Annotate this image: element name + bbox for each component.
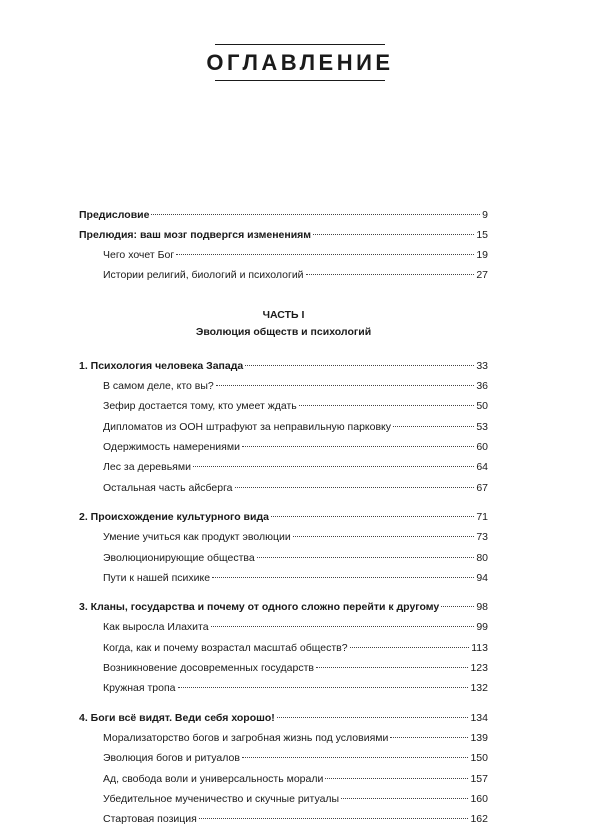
spacer bbox=[79, 341, 488, 356]
toc-section-entry[interactable] bbox=[79, 396, 488, 416]
toc-page-number: 50 bbox=[476, 400, 488, 413]
toc-page-number: 157 bbox=[470, 772, 488, 785]
dot-leader bbox=[211, 626, 475, 627]
toc-section-entry[interactable] bbox=[79, 617, 488, 637]
toc-page-number: 60 bbox=[476, 440, 488, 453]
toc-entry-title: 2. Происхождение культурного вида bbox=[79, 511, 269, 524]
toc-page-number: 36 bbox=[476, 379, 488, 392]
toc-page-number: 67 bbox=[476, 481, 488, 494]
toc-entry-title: Одержимость намерениями bbox=[103, 440, 240, 453]
dot-leader bbox=[350, 647, 470, 648]
toc-entry-title: Когда, как и почему возрастал масштаб обществ? bbox=[103, 641, 348, 654]
dot-leader bbox=[299, 405, 475, 406]
toc-entry-title: Эволюционирующие общества bbox=[103, 551, 255, 564]
toc-chapter-entry[interactable] bbox=[79, 356, 488, 376]
dot-leader bbox=[316, 667, 468, 668]
toc-section-entry[interactable] bbox=[79, 678, 488, 698]
toc-page-number: 113 bbox=[471, 641, 488, 654]
toc-page-number: 99 bbox=[476, 621, 488, 634]
dot-leader bbox=[193, 466, 474, 467]
toc-page-number: 132 bbox=[470, 682, 488, 695]
dot-leader bbox=[242, 757, 469, 758]
toc-page-number: 98 bbox=[476, 601, 488, 614]
toc-page-number: 53 bbox=[476, 420, 488, 433]
toc-chapter-entry[interactable] bbox=[79, 597, 488, 617]
dot-leader bbox=[441, 606, 474, 607]
toc-section-entry[interactable] bbox=[79, 769, 488, 789]
toc-section-entry[interactable] bbox=[79, 457, 488, 477]
toc-entry-title: Дипломатов из ООН штрафуют за неправильную парковку bbox=[103, 420, 391, 433]
dot-leader bbox=[313, 234, 474, 235]
toc-entry-title: Прелюдия: ваш мозг подвергся изменениям bbox=[79, 229, 312, 241]
toc-section-entry[interactable] bbox=[79, 789, 488, 809]
toc-section-entry[interactable] bbox=[79, 265, 488, 285]
table-of-contents bbox=[79, 205, 488, 830]
toc-section-entry[interactable] bbox=[79, 417, 488, 437]
dot-leader bbox=[178, 687, 469, 688]
toc-front-entry[interactable] bbox=[79, 205, 488, 225]
toc-entry-title: Остальная часть айсберга bbox=[103, 481, 233, 494]
toc-entry-title: 3. Кланы, государства и почему от одного сложно перейти к другому bbox=[79, 601, 440, 614]
toc-page-number: 134 bbox=[470, 711, 488, 724]
toc-entry-title: 1. Психология человека Запада bbox=[79, 359, 244, 372]
toc-section-entry[interactable] bbox=[79, 638, 488, 658]
toc-section-entry[interactable] bbox=[79, 748, 488, 768]
toc-page-number: 33 bbox=[476, 359, 488, 372]
dot-leader bbox=[277, 717, 469, 718]
toc-page-number: 150 bbox=[470, 752, 488, 765]
toc-entry-title: Ад, свобода воли и универсальность морали bbox=[103, 772, 324, 785]
dot-leader bbox=[341, 798, 468, 799]
toc-chapter-entry[interactable] bbox=[79, 507, 488, 527]
part-label: ЧАСТЬ I bbox=[262, 308, 305, 321]
toc-page-number: 160 bbox=[470, 793, 488, 806]
toc-entry-title: Зефир достается тому, кто умеет ждать bbox=[103, 400, 297, 413]
toc-entry-title: Стартовая позиция bbox=[103, 813, 197, 826]
toc-page-number: 71 bbox=[476, 511, 488, 524]
title-rule-top bbox=[215, 44, 385, 45]
toc-entry-title: Предисловие bbox=[79, 209, 150, 221]
dot-leader bbox=[325, 778, 468, 779]
toc-entry-title: Убедительное мученичество и скучные ритуалы bbox=[103, 793, 340, 806]
toc-entry-title: 4. Боги всё видят. Веди себя хорошо! bbox=[79, 711, 275, 724]
dot-leader bbox=[212, 577, 474, 578]
toc-section-entry[interactable] bbox=[79, 478, 488, 498]
toc-page-number: 64 bbox=[476, 461, 488, 474]
toc-entry-title: Эволюция богов и ритуалов bbox=[103, 752, 240, 765]
toc-page-number: 27 bbox=[476, 269, 488, 282]
toc-page-number: 80 bbox=[476, 551, 488, 564]
dot-leader bbox=[306, 274, 475, 275]
page-title: ОГЛАВЛЕНИЕ bbox=[206, 50, 394, 75]
toc-page-number: 162 bbox=[470, 813, 488, 826]
dot-leader bbox=[199, 818, 469, 819]
dot-leader bbox=[257, 557, 475, 558]
toc-section-entry[interactable] bbox=[79, 658, 488, 678]
toc-page-number: 73 bbox=[476, 531, 488, 544]
dot-leader bbox=[235, 487, 475, 488]
dot-leader bbox=[293, 536, 475, 537]
toc-section-entry[interactable] bbox=[79, 376, 488, 396]
toc-page-number: 123 bbox=[470, 662, 488, 675]
spacer bbox=[79, 498, 488, 507]
part-subtitle: Эволюция обществ и психологий bbox=[195, 325, 372, 338]
toc-entry-title: В самом деле, кто вы? bbox=[103, 379, 214, 392]
toc-section-entry[interactable] bbox=[79, 245, 488, 265]
spacer bbox=[79, 588, 488, 597]
dot-leader bbox=[393, 426, 474, 427]
toc-section-entry[interactable] bbox=[79, 437, 488, 457]
toc-entry-title: Кружная тропа bbox=[103, 682, 176, 695]
dot-leader bbox=[245, 365, 474, 366]
toc-section-entry[interactable] bbox=[79, 728, 488, 748]
toc-entry-title: Возникновение досовременных государств bbox=[103, 662, 314, 675]
spacer bbox=[79, 699, 488, 708]
toc-section-entry[interactable] bbox=[79, 548, 488, 568]
dot-leader bbox=[271, 516, 474, 517]
dot-leader bbox=[390, 737, 468, 738]
toc-section-entry[interactable] bbox=[79, 568, 488, 588]
toc-section-entry[interactable] bbox=[79, 527, 488, 547]
toc-entry-title: Лес за деревьями bbox=[103, 461, 191, 474]
toc-page-number: 19 bbox=[476, 249, 488, 261]
toc-entry-title: Чего хочет Бог bbox=[103, 249, 175, 261]
toc-front-entry[interactable] bbox=[79, 225, 488, 245]
toc-section-entry[interactable] bbox=[79, 809, 488, 829]
toc-chapter-entry[interactable] bbox=[79, 708, 488, 728]
toc-page-number: 9 bbox=[482, 209, 488, 221]
toc-page-number: 139 bbox=[470, 731, 488, 744]
toc-entry-title: Как выросла Илахита bbox=[103, 621, 209, 634]
toc-entry-title: Умение учиться как продукт эволюции bbox=[103, 531, 291, 544]
toc-page-number: 94 bbox=[476, 571, 488, 584]
toc-entry-title: Истории религий, биологий и психологий bbox=[103, 269, 304, 282]
dot-leader bbox=[151, 214, 480, 215]
toc-entry-title: Морализаторство богов и загробная жизнь под условиями bbox=[103, 731, 389, 744]
dot-leader bbox=[242, 446, 474, 447]
toc-entry-title: Пути к нашей психике bbox=[103, 571, 211, 584]
title-rule-bottom bbox=[215, 80, 385, 81]
toc-page-number: 15 bbox=[476, 229, 488, 241]
dot-leader bbox=[176, 254, 474, 255]
dot-leader bbox=[216, 385, 475, 386]
spacer bbox=[79, 286, 488, 307]
